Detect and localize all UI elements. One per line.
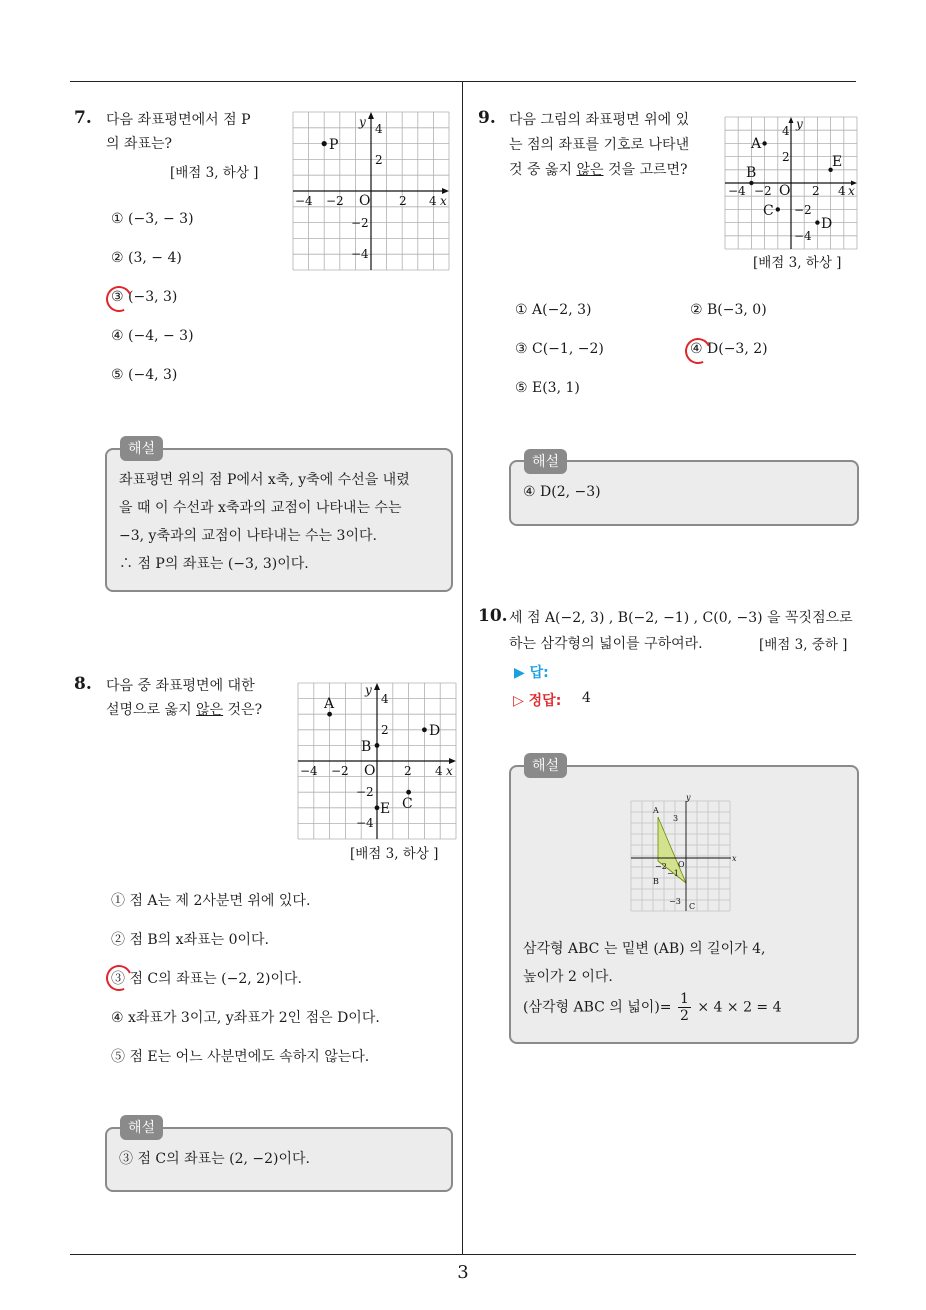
q9-meta: [배점 3, 하상 ] bbox=[753, 255, 842, 271]
q9-text-post: 것을 고르면? bbox=[603, 162, 688, 178]
vertex-b-label: B bbox=[653, 877, 659, 886]
y-tick: −4 bbox=[356, 816, 374, 830]
origin-label: O bbox=[359, 193, 371, 209]
y-tick: −4 bbox=[794, 229, 812, 243]
y-axis-label: y bbox=[796, 117, 803, 131]
q7-explanation-tag: 해설 bbox=[120, 436, 163, 461]
x-tick: −4 bbox=[295, 194, 313, 208]
point-a-label: A bbox=[324, 696, 335, 712]
x-tick: 2 bbox=[399, 194, 407, 208]
q7-explanation-line1: 좌표평면 위의 점 P에서 x축, y축에 수선을 내렸 bbox=[119, 472, 410, 488]
q9-coordinate-graph bbox=[725, 117, 857, 249]
y-tick: −1 bbox=[667, 869, 679, 878]
q8-explanation-line1: ③ 점 C의 좌표는 (2, −2)이다. bbox=[119, 1151, 310, 1167]
origin-label: O bbox=[364, 763, 376, 779]
vertex-a-label: A bbox=[653, 806, 659, 815]
point-e-label: E bbox=[832, 154, 843, 170]
origin-label: O bbox=[779, 183, 791, 199]
q10-triangle-graph bbox=[631, 793, 741, 913]
q7-number: 7. bbox=[74, 108, 92, 128]
y-tick: 4 bbox=[381, 692, 389, 706]
point-d-label: D bbox=[821, 216, 833, 232]
y-tick: 4 bbox=[375, 122, 383, 136]
area-formula-lead: (삼각형 ABC 의 넓이)= bbox=[523, 999, 676, 1016]
x-tick: −2 bbox=[754, 184, 772, 198]
x-tick: −2 bbox=[655, 862, 667, 871]
q9-choice-3[interactable]: ③ C(−1, −2) bbox=[515, 341, 604, 357]
q9-choice-4[interactable]: ④ D(−3, 2) bbox=[690, 341, 768, 357]
page-number: 3 bbox=[457, 1262, 469, 1283]
q7-text-line1: 다음 좌표평면에서 점 P bbox=[106, 112, 251, 128]
y-tick: −2 bbox=[794, 203, 812, 217]
answer-circle-mark bbox=[102, 961, 135, 994]
q8-choice-4[interactable]: ④ x좌표가 3이고, y좌표가 2인 점은 D이다. bbox=[111, 1010, 380, 1026]
q8-text-line1: 다음 중 좌표평면에 대한 bbox=[106, 678, 255, 694]
q7-choice-2[interactable]: ② (3, − 4) bbox=[111, 250, 182, 266]
point-d-label: D bbox=[429, 723, 441, 739]
q10-answer-input[interactable] bbox=[600, 660, 760, 682]
point-p-label: P bbox=[329, 137, 339, 153]
x-axis-label: x bbox=[732, 854, 737, 863]
y-tick: 4 bbox=[782, 124, 790, 138]
y-axis-label: y bbox=[686, 793, 691, 802]
answer-label-text: ▶ 답: bbox=[514, 665, 549, 681]
q7-coordinate-graph bbox=[293, 112, 449, 272]
q10-explanation-line3 bbox=[523, 991, 782, 1024]
y-tick: 3 bbox=[673, 814, 679, 823]
y-tick: −2 bbox=[356, 785, 374, 799]
q10-correct-value: 4 bbox=[582, 690, 591, 706]
x-axis-label: x bbox=[848, 184, 855, 198]
q8-coordinate-graph bbox=[298, 683, 456, 839]
q7-explanation-line2: 을 때 이 수선과 x축과의 교점이 나타내는 수는 bbox=[119, 500, 402, 516]
q9-choice-2[interactable]: ② B(−3, 0) bbox=[690, 302, 767, 318]
q8-text-line2 bbox=[106, 698, 262, 722]
q7-text-line2: 의 좌표는? bbox=[106, 136, 173, 152]
x-tick: 2 bbox=[812, 184, 820, 198]
y-tick: −2 bbox=[351, 216, 369, 230]
x-tick: 2 bbox=[404, 764, 412, 778]
y-tick: −4 bbox=[351, 247, 369, 261]
point-b-label: B bbox=[746, 165, 757, 181]
q8-text-pre: 설명으로 옳지 bbox=[106, 702, 197, 718]
point-c-label: C bbox=[763, 203, 774, 219]
q7-choice-1[interactable]: ① (−3, − 3) bbox=[111, 211, 194, 227]
x-tick: −4 bbox=[300, 764, 318, 778]
q7-explanation-line4: ∴ 점 P의 좌표는 (−3, 3)이다. bbox=[119, 556, 309, 572]
vertex-c-label: C bbox=[689, 902, 696, 911]
q9-text-line3 bbox=[509, 158, 688, 182]
q8-choice-1[interactable]: ① 점 A는 제 2사분면 위에 있다. bbox=[111, 893, 311, 909]
origin-label: O bbox=[678, 860, 685, 869]
y-tick: 2 bbox=[381, 723, 389, 737]
answer-circle-mark bbox=[681, 334, 714, 367]
y-tick: 2 bbox=[375, 153, 383, 167]
q7-explanation-box bbox=[105, 448, 453, 592]
q8-choice-2[interactable]: ② 점 B의 x좌표는 0이다. bbox=[111, 932, 270, 948]
fraction-numerator: 1 bbox=[679, 991, 689, 1007]
q10-meta: [배점 3, 중하 ] bbox=[759, 637, 848, 653]
q9-text-pre: 것 중 옳지 bbox=[509, 162, 577, 178]
answer-circle-mark bbox=[102, 282, 135, 315]
point-e-label: E bbox=[380, 801, 391, 817]
q9-text-line2: 는 점의 좌표를 기호로 나타낸 bbox=[509, 137, 690, 153]
q7-choice-4[interactable]: ④ (−4, − 3) bbox=[111, 328, 194, 344]
top-rule bbox=[70, 81, 856, 82]
q10-text-line2: 하는 삼각형의 넓이를 구하여라. bbox=[509, 636, 703, 652]
area-formula-tail: × 4 × 2 = 4 bbox=[697, 999, 782, 1016]
point-c-label: C bbox=[402, 796, 413, 812]
q8-choice-3[interactable]: ③ 점 C의 좌표는 (−2, 2)이다. bbox=[111, 971, 302, 987]
column-divider bbox=[462, 82, 463, 1254]
x-axis-label: x bbox=[440, 194, 447, 208]
q10-explanation-tag: 해설 bbox=[524, 753, 567, 778]
y-tick: −3 bbox=[669, 897, 681, 906]
q9-number: 9. bbox=[478, 108, 496, 128]
q9-choice-1[interactable]: ① A(−2, 3) bbox=[515, 302, 592, 318]
q7-choice-5[interactable]: ⑤ (−4, 3) bbox=[111, 367, 178, 383]
q8-text-underlined: 않은 bbox=[196, 702, 224, 718]
bottom-rule bbox=[70, 1254, 856, 1255]
point-p bbox=[322, 141, 327, 146]
x-axis-label: x bbox=[446, 764, 453, 778]
q10-explanation-line1: 삼각형 ABC 는 밑변 (AB) 의 길이가 4, bbox=[523, 941, 766, 957]
y-tick: 2 bbox=[782, 150, 790, 164]
q10-correct-label: ▷ 정답: bbox=[513, 693, 562, 709]
x-tick: 4 bbox=[429, 194, 437, 208]
fraction-denominator: 2 bbox=[679, 1008, 689, 1024]
q8-choice-5[interactable]: ⑤ 점 E는 어느 사분면에도 속하지 않는다. bbox=[111, 1049, 370, 1065]
q10-text-line1: 세 점 A(−2, 3) , B(−2, −1) , C(0, −3) 을 꼭짓점으로 bbox=[509, 610, 853, 626]
q10-explanation-line2: 높이가 2 이다. bbox=[523, 969, 613, 985]
q9-text-line1: 다음 그림의 좌표평면 위에 있 bbox=[509, 112, 690, 128]
x-tick: 4 bbox=[435, 764, 443, 778]
q8-number: 8. bbox=[74, 674, 92, 694]
q7-choice-3[interactable]: ③ (−3, 3) bbox=[111, 289, 178, 305]
y-axis-label: y bbox=[365, 683, 372, 697]
q9-choice-5[interactable]: ⑤ E(3, 1) bbox=[515, 380, 580, 396]
q8-meta: [배점 3, 하상 ] bbox=[350, 846, 439, 862]
point-b-label: B bbox=[361, 739, 372, 755]
x-tick: −2 bbox=[331, 764, 349, 778]
x-tick: −2 bbox=[326, 194, 344, 208]
q10-explanation-box bbox=[509, 765, 859, 1044]
q9-explanation-tag: 해설 bbox=[524, 449, 567, 474]
q9-text-underlined: 않은 bbox=[576, 162, 604, 178]
x-tick: −4 bbox=[728, 184, 746, 198]
y-axis-label: y bbox=[359, 115, 366, 129]
q8-text-post: 것은? bbox=[223, 702, 263, 718]
q7-meta: [배점 3, 하상 ] bbox=[170, 165, 259, 181]
q9-explanation-line1: ④ D(2, −3) bbox=[523, 484, 601, 500]
q8-explanation-tag: 해설 bbox=[120, 1115, 163, 1140]
q10-number: 10. bbox=[478, 606, 508, 626]
fraction-one-half bbox=[678, 991, 691, 1024]
q10-answer-label bbox=[514, 662, 549, 682]
x-tick: 4 bbox=[838, 184, 846, 198]
q7-explanation-line3: −3, y축과의 교점이 나타내는 수는 3이다. bbox=[119, 528, 377, 544]
point-a-label: A bbox=[751, 136, 762, 152]
